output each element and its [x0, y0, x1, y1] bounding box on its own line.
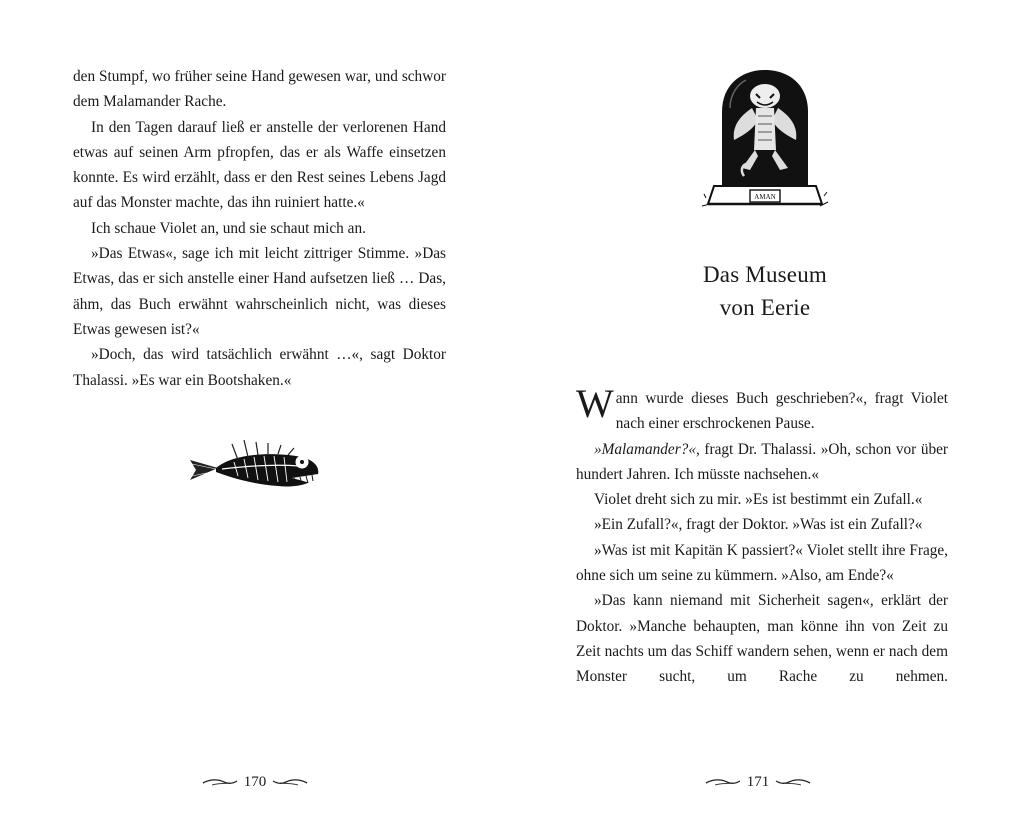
jar-label: AMAN	[754, 193, 776, 201]
paragraph: Ich schaue Violet an, und sie schaut mich an.	[91, 219, 366, 237]
flourish-right-icon	[272, 777, 308, 787]
chapter-title-line: von Eerie	[719, 295, 811, 320]
right-text-column	[576, 381, 948, 690]
page-number: 170	[243, 773, 267, 790]
paragraph: In den Tagen darauf ließ er anstelle der verlorenen Hand etwas auf seinen Arm pfropfen, das er als Waffe einsetzen konnte. Es wird erzählt, dass er den Rest seines Lebens Jagd auf das Monster machte, das ihn ruiniert hatte.«	[73, 118, 446, 212]
paragraph: »Das Etwas«, sage ich mit leicht zittriger Stimme. »Das Etwas, das er sich anstelle einer Hand aufsetzen ließ … Das, ähm, das Buch erwähnt wahrscheinlich nicht, was dieses Etwas gewesen ist?«	[73, 245, 446, 338]
italic-title: »Malamander?«	[594, 440, 696, 458]
page-number: 171	[746, 773, 770, 790]
paragraph-text: ann wurde dieses Buch geschrieben?«, fragt Violet nach einer erschrockenen Pause.	[615, 390, 948, 433]
left-text-column	[73, 64, 446, 393]
paragraph	[576, 381, 948, 437]
page-number-footer	[200, 771, 310, 793]
paragraph: den Stumpf, wo früher seine Hand gewesen war, und schwor dem Malamander Rache.	[73, 68, 446, 111]
fish-illustration	[188, 440, 322, 492]
drop-cap: W	[576, 381, 614, 426]
flourish-left-icon	[202, 777, 238, 787]
paragraph: Violet dreht sich zu mir. »Es ist bestimmt ein Zufall.«	[594, 491, 923, 509]
chapter-title-line: Das Museum	[702, 262, 828, 287]
specimen-jar-illustration	[700, 64, 830, 220]
right-page	[510, 0, 1020, 837]
paragraph: »Was ist mit Kapitän K passiert?« Violet stellt ihre Frage, ohne sich um seine zu kümmern. »Also, am Ende?«	[576, 541, 948, 585]
page-number-footer	[703, 771, 813, 793]
chapter-title	[510, 258, 1020, 324]
paragraph: »Doch, das wird tatsächlich erwähnt …«, sagt Doktor Thalassi. »Es war ein Bootshaken.«	[73, 346, 446, 389]
flourish-right-icon	[775, 777, 811, 787]
paragraph	[576, 437, 948, 488]
flourish-left-icon	[705, 777, 741, 787]
paragraph: »Das kann niemand mit Sicherheit sagen«, erklärt der Doktor. »Manche behaupten, man könne ihn von Zeit zu Zeit nachts um das Schiff wandern sehen, wenn er nach dem Monster sucht, um Rache zu nehmen.	[576, 592, 948, 686]
paragraph-text: , fragt Dr. Thalassi. »Oh, schon vor über hundert Jahren. Ich müsste nachsehen.«	[576, 440, 948, 483]
paragraph: »Ein Zufall?«, fragt der Doktor. »Was ist ein Zufall?«	[594, 516, 923, 534]
